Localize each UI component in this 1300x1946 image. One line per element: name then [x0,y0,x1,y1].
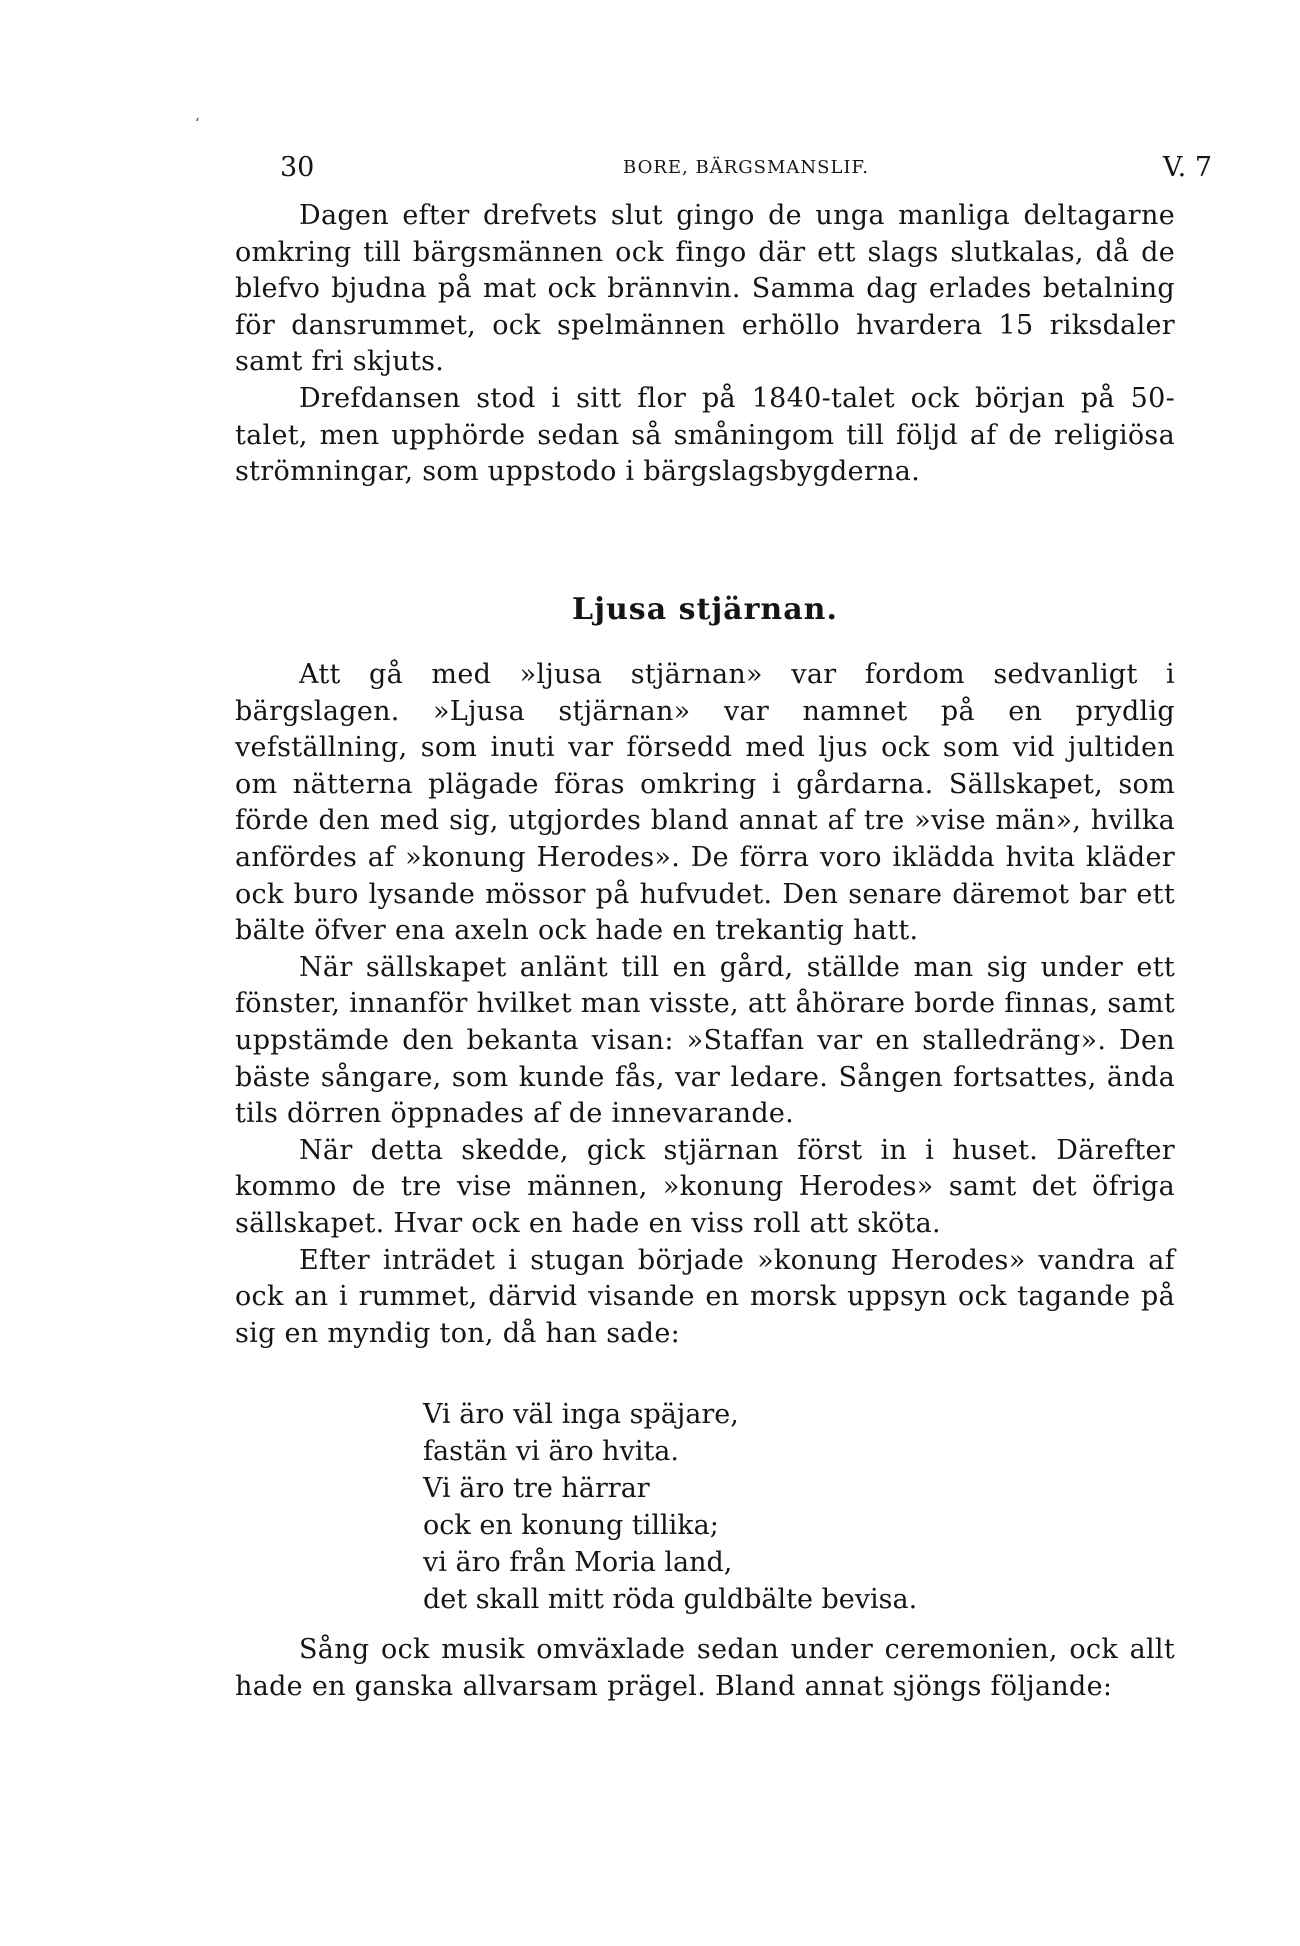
paragraph: När sällskapet anlänt till en gård, ställde man sig under ett fönster, innanför hvilket man visste, att åhörare borde finnas, samt uppstämde den bekanta visan: »Staffan var en stalledräng». Den bäste sångare, som kunde fås, var ledare. Sången fortsattes, ända tils dörren öppnades af de innevarande. [235,951,1175,1130]
verse-line: ock en konung tillika; [423,1510,719,1541]
paragraph: Att gå med »ljusa stjärnan» var fordom sedvanligt i bärgslagen. »Ljusa stjärnan» var namnet på en prydlig vefställning, som inuti var försedd med ljus ock som vid jultiden om nätterna plägade föras omkring i gårdarna. Sällskapet, som förde den med sig, utgjordes bland annat af tre »vise män», hvilka anfördes af »konung Herodes». De förra voro iklädda hvita kläder ock buro lysande mössor på hufvudet. Den senare däremot bar ett bälte öfver ena axeln ock hade en trekantig hatt. [235,659,1175,947]
paragraph: Efter inträdet i stugan började »konung Herodes» vandra af ock an i rummet, därvid visande en morsk uppsyn ock tagande på sig en myndig ton, då han sade: [235,1244,1175,1349]
running-header [280,148,1212,188]
verse-line: Vi äro tre härrar [423,1473,650,1504]
verse-line: det skall mitt röda guldbälte bevisa. [423,1584,918,1615]
paragraph: Drefdansen stod i sitt flor på 1840-talet ock början på 50-talet, men upphörde sedan så småningom till följd af de religiösa strömningar, som uppstodo i bärgslagsbygderna. [235,382,1175,488]
paragraph: Dagen efter drefvets slut gingo de unga manliga deltagarne omkring till bärgsmännen ock fingo där ett slags slutkalas, då de blefvo bjudna på mat ock brännvin. Samma dag erlades betalning för dansrummet, ock spelmännen erhöllo hvardera 15 riksdaler samt fri skjuts. [235,200,1175,378]
section-heading: Ljusa stjärnan. [572,592,838,627]
verse-block [423,1396,917,1618]
page-number: 30 [280,152,315,183]
section-body [235,657,1175,1352]
verse-line: Vi äro väl inga späjare, [423,1399,739,1430]
closing-paragraph [235,1632,1175,1705]
verse-line: fastän vi äro hvita. [423,1436,679,1467]
running-title: BORE, BÄRGSMANSLIF. [623,157,869,178]
opening-paragraphs [235,198,1175,491]
paragraph: När detta skedde, gick stjärnan först in i huset. Därefter kommo de tre vise männen, »konung Herodes» samt det öfriga sällskapet. Hvar ock en hade en viss roll att sköta. [235,1134,1175,1239]
volume-mark: V. 7 [1162,152,1212,183]
paragraph: Sång ock musik omväxlade sedan under ceremonien, ock allt hade en ganska allvarsam prägel. Bland annat sjöngs följande: [235,1634,1175,1702]
verse-line: vi äro från Moria land, [423,1547,733,1578]
margin-mark: ‘ [195,116,200,132]
